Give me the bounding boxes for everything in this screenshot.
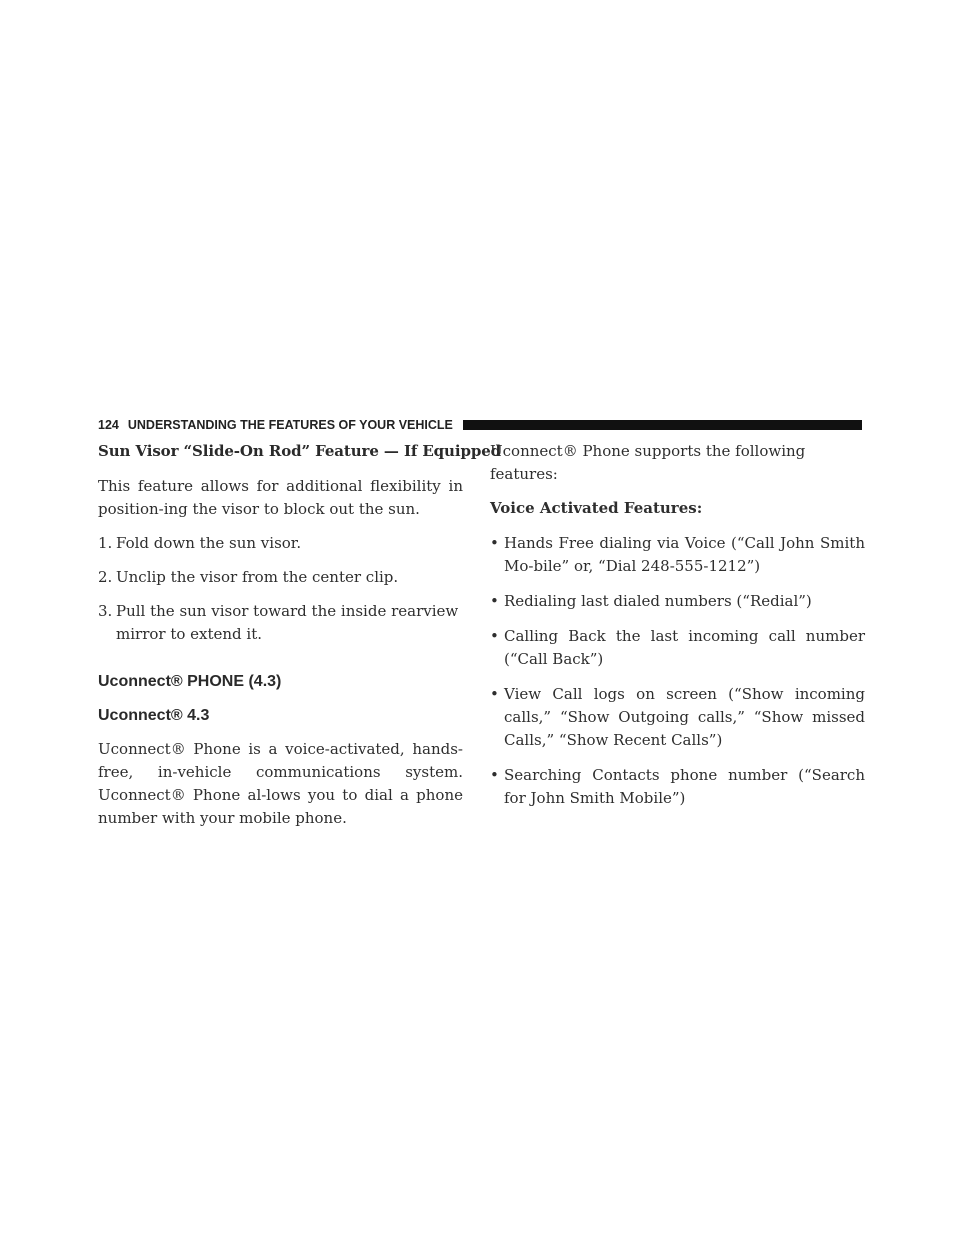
step-3 bbox=[98, 600, 463, 646]
list-item bbox=[490, 683, 865, 752]
right-column bbox=[490, 440, 865, 810]
step-text: Fold down the sun visor. bbox=[116, 534, 302, 552]
list-item bbox=[490, 764, 865, 810]
left-column bbox=[98, 440, 502, 830]
list-item-text: Calling Back the last incoming call number (“Call Back”) bbox=[504, 627, 865, 668]
list-item bbox=[490, 532, 865, 578]
step-text: Unclip the visor from the center clip. bbox=[116, 568, 399, 586]
step-number: 3. bbox=[98, 602, 113, 620]
uconnect-phone-heading: Uconnect® PHONE (4.3) bbox=[98, 673, 282, 690]
bullet-icon: • bbox=[490, 592, 499, 610]
uconnect-43-heading: Uconnect® 4.3 bbox=[98, 707, 210, 724]
list-item bbox=[490, 625, 865, 671]
bullet-icon: • bbox=[490, 534, 499, 552]
list-item-text: View Call logs on screen (“Show incoming calls,” “Show Outgoing calls,” “Show missed Calls,” “Show Recent Calls”) bbox=[504, 685, 865, 749]
bullet-icon: • bbox=[490, 766, 499, 784]
step-number: 2. bbox=[98, 568, 113, 586]
features-intro: Uconnect® Phone supports the following features: bbox=[490, 442, 806, 483]
step-text: Pull the sun visor toward the inside rearview mirror to extend it. bbox=[116, 602, 459, 643]
page-header bbox=[98, 414, 862, 436]
sun-visor-heading: Sun Visor “Slide-On Rod” Feature — If Equipped bbox=[98, 442, 502, 460]
uconnect-body: Uconnect® Phone is a voice-activated, hands-free, in-vehicle communications system. Uconnect® Phone al-lows you to dial a phone number with your mobile phone. bbox=[98, 740, 463, 827]
step-number: 1. bbox=[98, 534, 113, 552]
section-title: UNDERSTANDING THE FEATURES OF YOUR VEHICLE bbox=[127, 418, 453, 432]
bullet-icon: • bbox=[490, 685, 499, 703]
list-item-text: Redialing last dialed numbers (“Redial”) bbox=[504, 592, 812, 610]
step-1 bbox=[98, 532, 463, 555]
header-rule bbox=[463, 420, 862, 430]
voice-features-heading: Voice Activated Features: bbox=[490, 499, 703, 517]
bullet-icon: • bbox=[490, 627, 499, 645]
list-item-text: Hands Free dialing via Voice (“Call John Smith Mo-bile” or, “Dial 248-555-1212”) bbox=[504, 534, 865, 575]
step-2 bbox=[98, 566, 463, 589]
sun-visor-intro: This feature allows for additional flexibility in position-ing the visor to block out the sun. bbox=[98, 477, 463, 518]
list-item-text: Searching Contacts phone number (“Search for John Smith Mobile”) bbox=[504, 766, 865, 807]
page-number: 124 bbox=[98, 418, 119, 432]
list-item bbox=[490, 590, 865, 613]
